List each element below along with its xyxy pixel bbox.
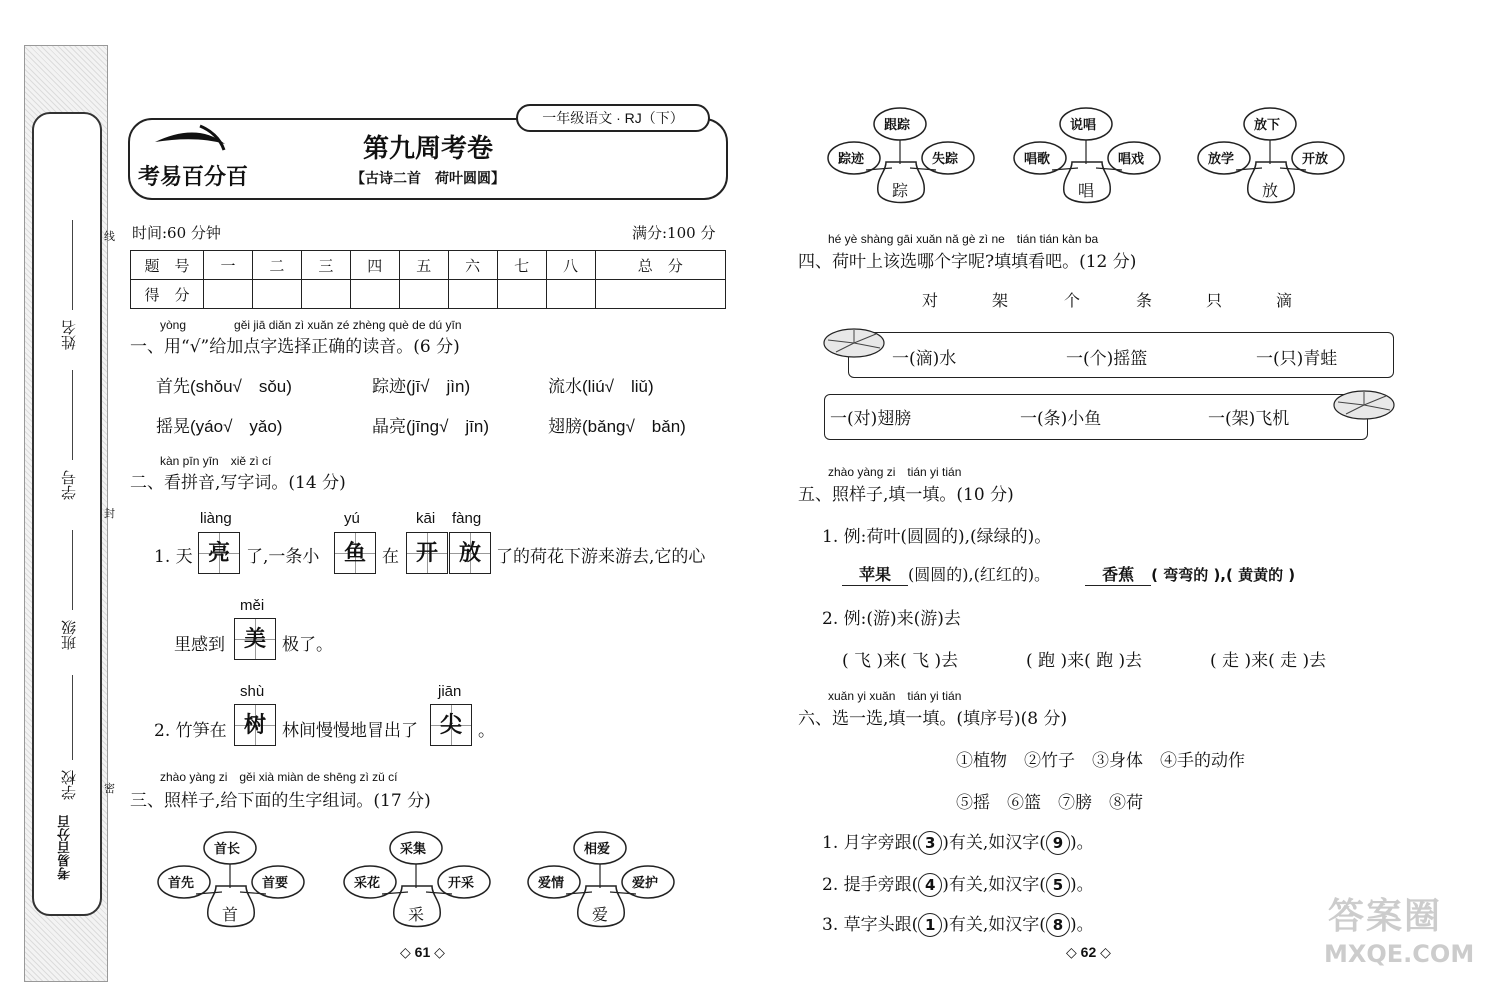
school-field-line [72, 675, 73, 760]
q5-answer[interactable]: ( 走 )来( 走 )去 [1210, 651, 1327, 671]
table-cell: 二 [252, 251, 301, 280]
q6-text: )有关,如汉字( [942, 833, 1046, 853]
q2-s1-mid1: 了,一条小 [246, 547, 320, 567]
school-field-label: 学校 [60, 770, 78, 800]
watermark-url: MXQE.COM [1324, 940, 1475, 968]
answer-circle[interactable]: 5 [1046, 873, 1070, 897]
vase-word-left: 爱情 [538, 876, 565, 891]
cut-mark-seal: 封 [104, 507, 115, 520]
q1-item [156, 412, 282, 437]
q1-item [372, 372, 470, 397]
vase-word-right: 首要 [262, 876, 289, 891]
q2-pinyin-liang: liàng [200, 510, 232, 527]
table-cell: 题 号 [131, 251, 204, 280]
q6-line [822, 828, 1094, 855]
brand-name: 考易百分百 [138, 165, 249, 190]
table-cell: 三 [301, 251, 350, 280]
class-field-line [72, 530, 73, 610]
vase-char: 首 [222, 905, 239, 924]
answer-box[interactable]: 亮 [198, 532, 240, 574]
q6-text: 3. 草字头跟( [822, 915, 919, 935]
q2-pinyin-kai: kāi [416, 510, 436, 527]
q1-word: 首先 [156, 377, 190, 397]
q4-choice: 对 [922, 291, 939, 310]
table-cell: 一 [204, 251, 253, 280]
table-cell: 得 分 [131, 280, 204, 309]
page-title: 第九周考卷 [362, 134, 493, 164]
q1-options[interactable]: (shǒu√ sǒu) [190, 377, 292, 396]
score-cell[interactable] [350, 280, 399, 309]
student-id-field-label: 学号 [60, 470, 78, 500]
q6-text: 1. 月字旁跟( [822, 833, 919, 853]
q1-word: 踪迹 [372, 377, 406, 397]
q1-options[interactable]: (yáo√ yǎo) [190, 417, 283, 436]
q1-pinyin: yòng gěi jiā diǎn zì xuǎn zé zhèng què de dú yīn [160, 318, 462, 332]
answer-blank[interactable]: ( 弯弯的 ),( 黄黄的 ) [1151, 566, 1296, 584]
score-cell[interactable] [301, 280, 350, 309]
q4-choice: 架 [992, 291, 1009, 310]
q1-heading: 一、用“√”给加点字选择正确的读音。(6 分) [130, 337, 460, 357]
score-table-score-row [131, 280, 726, 309]
q2-s1b-suffix: 极了。 [282, 635, 333, 655]
vase-word-left: 首先 [168, 876, 195, 891]
answer-box[interactable]: 开 [406, 532, 448, 574]
score-cell[interactable] [497, 280, 546, 309]
score-cell[interactable] [448, 280, 497, 309]
score-cell[interactable] [595, 280, 726, 309]
vase-word-top: 相爱 [584, 842, 611, 857]
q1-item [548, 372, 654, 397]
vase-group [156, 826, 306, 934]
score-table [130, 250, 726, 309]
vase-word-top: 跟踪 [884, 118, 911, 133]
q2-s2-suffix: 。 [478, 721, 495, 741]
q4-answer[interactable]: 一(滴)水 [892, 349, 957, 369]
q1-item [156, 372, 292, 397]
q2-pinyin-jian: jiān [438, 683, 462, 700]
page-subtitle: 【古诗二首 荷叶圆圆】 [351, 171, 505, 187]
q1-word: 流水 [548, 377, 582, 397]
vase-word-right: 爱护 [632, 876, 659, 891]
vase-group [826, 102, 976, 210]
vase-char: 采 [408, 905, 425, 924]
q2-pinyin-yu: yú [344, 510, 360, 527]
table-cell: 四 [350, 251, 399, 280]
cut-mark-line: 线 [104, 230, 115, 243]
q2-pinyin: kàn pīn yīn xiě zì cí [160, 454, 272, 468]
answer-box[interactable]: 尖 [430, 704, 472, 746]
vase-word-top: 首长 [214, 842, 241, 857]
vase-word-left: 放学 [1208, 152, 1235, 167]
q4-answer[interactable]: 一(只)青蛙 [1256, 349, 1338, 369]
vase-word-right: 失踪 [932, 152, 959, 167]
vase-word-right: 开放 [1302, 152, 1329, 167]
q1-options[interactable]: (liú√ liǔ) [582, 377, 654, 396]
score-cell[interactable] [252, 280, 301, 309]
q4-answer[interactable]: 一(个)摇篮 [1066, 349, 1148, 369]
q4-heading: 四、荷叶上该选哪个字呢?填填看吧。(12 分) [798, 252, 1137, 272]
table-cell: 总 分 [595, 251, 726, 280]
q4-answer[interactable]: 一(条)小鱼 [1020, 409, 1102, 429]
q4-choice: 个 [1064, 291, 1081, 310]
full-score: 满分:100 分 [632, 224, 716, 242]
time-limit: 时间:60 分钟 [132, 224, 221, 242]
page-number-right: ◇ 62 ◇ [1066, 944, 1111, 960]
q5-line-1 [842, 562, 1295, 586]
q5-pinyin: zhào yàng zi tián yi tián [828, 465, 962, 479]
vase-char: 踪 [892, 181, 909, 200]
vase-char: 唱 [1078, 181, 1095, 200]
q6-text: )有关,如汉字( [942, 875, 1046, 895]
q2-s1b-prefix: 里感到 [174, 635, 225, 655]
q1-word: 摇晃 [156, 417, 190, 437]
vase-word-top: 放下 [1254, 118, 1281, 133]
q6-line [822, 910, 1094, 937]
q5-example-1: 1. 例:荷叶(圆圆的),(绿绿的)。 [822, 527, 1052, 547]
q6-options-2: ⑤摇 ⑥篮 ⑦膀 ⑧荷 [956, 793, 1143, 813]
class-field-label: 班级 [60, 620, 78, 650]
score-cell[interactable] [204, 280, 253, 309]
q2-s2-prefix: 2. 竹笋在 [154, 721, 227, 741]
vase-word-top: 采集 [400, 842, 427, 857]
answer-box[interactable]: 鱼 [334, 532, 376, 574]
lotus-leaf-icon [822, 326, 886, 360]
q6-heading: 六、选一选,填一填。(填序号)(8 分) [798, 709, 1068, 729]
q4-pinyin: hé yè shàng gāi xuǎn nǎ gè zì ne tián tián kàn ba [828, 232, 1099, 246]
vase-char: 爱 [592, 905, 609, 924]
vase-group [526, 826, 676, 934]
q3-heading: 三、照样子,给下面的生字组词。(17 分) [130, 791, 431, 811]
answer-circle[interactable]: 4 [918, 873, 942, 897]
q4-choice: 条 [1136, 291, 1153, 310]
q1-item [548, 412, 686, 437]
cut-mark-secret: 密 [104, 782, 115, 795]
answer-circle[interactable]: 3 [918, 831, 942, 855]
answer-circle[interactable]: 1 [918, 913, 942, 937]
name-field-label: 姓名 [60, 320, 78, 350]
vase-group [1196, 102, 1346, 210]
student-id-field-line [72, 370, 73, 460]
q1-word: 翅膀 [548, 417, 582, 437]
q1-options[interactable]: (jī√ jìn) [406, 377, 471, 396]
q6-pinyin: xuǎn yi xuǎn tián yi tián [828, 689, 962, 703]
vase-word-left: 采花 [354, 876, 381, 891]
q2-pinyin-mei: měi [240, 597, 265, 614]
q6-text: 2. 提手旁跟( [822, 875, 919, 895]
vase-word-left: 踪迹 [838, 152, 865, 167]
q4-choice: 只 [1206, 291, 1223, 310]
grade-tag: 一年级语文 · RJ（下） [516, 104, 710, 132]
q5-answer[interactable]: ( 跑 )来( 跑 )去 [1026, 651, 1143, 671]
watermark-logo: 答案圈 [1328, 896, 1443, 937]
q2-pinyin-fang: fàng [452, 510, 482, 527]
page-number-left: ◇ 61 ◇ [400, 944, 445, 960]
q4-answer[interactable]: 一(架)飞机 [1208, 409, 1290, 429]
answer-blank[interactable]: 苹果 [842, 562, 908, 586]
sidebar-brand: 考易百分百 [58, 815, 73, 880]
q6-line [822, 870, 1094, 897]
vase-group [342, 826, 492, 934]
q6-text: )。 [1069, 833, 1094, 853]
table-cell: 五 [399, 251, 448, 280]
score-cell[interactable] [546, 280, 595, 309]
brand-logo-icon [150, 120, 230, 160]
q5-heading: 五、照样子,填一填。(10 分) [798, 485, 1014, 505]
vase-word-right: 开采 [448, 876, 475, 891]
answer-circle[interactable]: 8 [1046, 913, 1070, 937]
vase-group [1012, 102, 1162, 210]
q2-s1-prefix: 1. 天 [154, 547, 193, 567]
name-field-line [72, 220, 73, 310]
q6-text: )。 [1069, 875, 1094, 895]
q2-s1-mid2: 在 [382, 547, 399, 567]
q1-options[interactable]: (jīng√ jīn) [406, 417, 490, 436]
answer-blank[interactable]: 香蕉 [1085, 562, 1151, 586]
q1-options[interactable]: (bǎng√ bǎn) [582, 417, 686, 436]
answer-box[interactable]: 树 [234, 704, 276, 746]
vase-char: 放 [1262, 181, 1279, 200]
q5-fixed-text: (圆圆的),(红红的)。 [908, 565, 1051, 584]
q5-example-2: 2. 例:(游)来(游)去 [822, 609, 961, 629]
q2-s2-mid: 林间慢慢地冒出了 [282, 721, 418, 741]
q4-choice: 滴 [1276, 291, 1293, 310]
q2-pinyin-shu: shù [240, 683, 265, 700]
vase-word-top: 说唱 [1070, 118, 1097, 133]
q6-options-1: ①植物 ②竹子 ③身体 ④手的动作 [956, 751, 1245, 771]
answer-box[interactable]: 放 [449, 532, 491, 574]
q6-text: )。 [1069, 915, 1094, 935]
q1-word: 晶亮 [372, 417, 406, 437]
q3-pinyin: zhào yàng zi gěi xià miàn de shēng zì zǔ cí [160, 770, 398, 784]
table-cell: 七 [497, 251, 546, 280]
score-table-header-row [131, 251, 726, 280]
q2-heading: 二、看拼音,写字词。(14 分) [130, 473, 346, 493]
q6-text: )有关,如汉字( [942, 915, 1046, 935]
q5-answer[interactable]: ( 飞 )来( 飞 )去 [842, 651, 959, 671]
table-cell: 六 [448, 251, 497, 280]
q4-answer[interactable]: 一(对)翅膀 [830, 409, 912, 429]
answer-box[interactable]: 美 [234, 618, 276, 660]
lotus-leaf-icon [1332, 388, 1396, 422]
table-cell: 八 [546, 251, 595, 280]
q1-item [372, 412, 489, 437]
score-cell[interactable] [399, 280, 448, 309]
vase-word-right: 唱戏 [1118, 152, 1145, 167]
q2-s1-suffix: 了的荷花下游来游去,它的心 [496, 547, 706, 567]
answer-circle[interactable]: 9 [1046, 831, 1070, 855]
vase-word-left: 唱歌 [1024, 152, 1051, 167]
